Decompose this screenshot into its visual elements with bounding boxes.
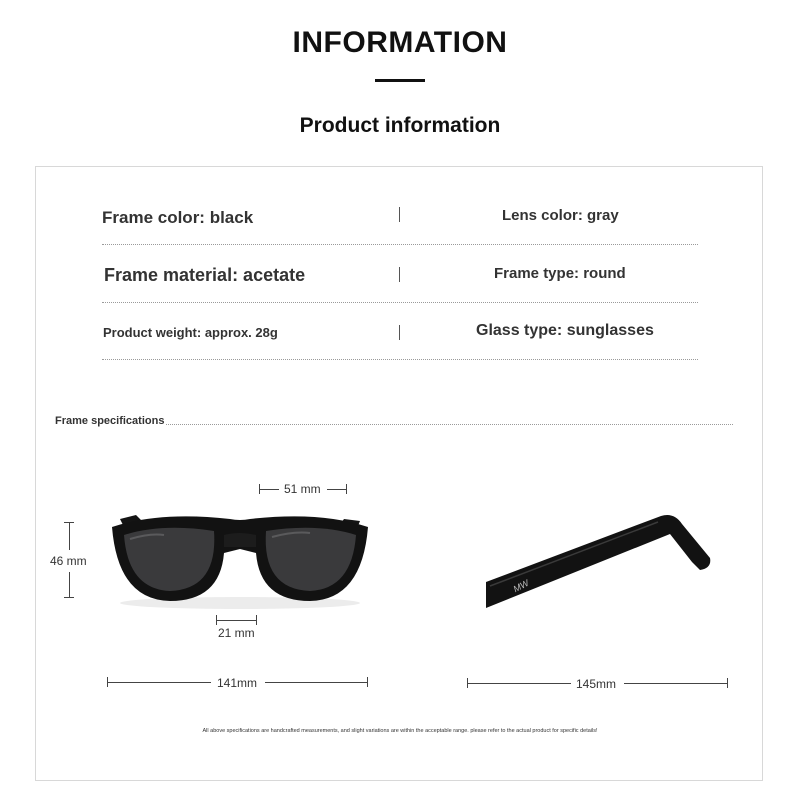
dim-line [216,620,256,621]
dim-line [327,489,347,490]
title-underline [375,79,425,82]
dim-tick [64,597,74,598]
temple-length-label: 145mm [576,677,617,691]
temple-arm-image [486,510,716,620]
dim-line [624,683,728,684]
dim-tick [727,678,728,688]
spec-glass-type: Glass type: sunglasses [476,322,654,339]
sunglasses-front-image [100,505,380,615]
disclaimer-text: All above specifications are handcrafted measurements, and slight variations are within the acceptable range. please refer to the actual product for specific details! [202,728,598,734]
info-panel [35,166,763,781]
frame-specifications-label: Frame specifications [55,415,165,427]
spec-frame-color: Frame color: black [102,208,254,227]
spec-lens-color: Lens color: gray [502,207,619,224]
lens-height-label: 46 mm [50,554,87,568]
spec-separator [399,267,400,282]
dim-line [265,682,368,683]
spec-separator [399,207,400,222]
spec-product-weight: Product weight: approx. 28g [103,325,278,340]
spec-row-divider [102,301,698,303]
dim-line [107,682,211,683]
frame-width-label: 141mm [217,676,258,690]
spec-row-divider [102,243,698,245]
dim-tick [367,677,368,687]
bridge-width-label: 21 mm [218,626,255,640]
section-subtitle: Product information [299,114,501,137]
temple-logo: MW [511,577,531,595]
page-title: INFORMATION [292,26,508,59]
dim-tick [346,484,347,494]
dim-line [69,572,70,598]
frame-specifications-dotted-line [166,424,733,425]
spec-frame-material: Frame material: acetate [104,265,306,285]
lens-width-label: 51 mm [284,482,321,496]
dim-line [467,683,571,684]
spec-row-divider [102,358,698,360]
dim-tick [256,615,257,625]
dim-line [259,489,279,490]
spec-separator [399,325,400,340]
dim-line [69,522,70,550]
spec-frame-type: Frame type: round [494,265,626,282]
